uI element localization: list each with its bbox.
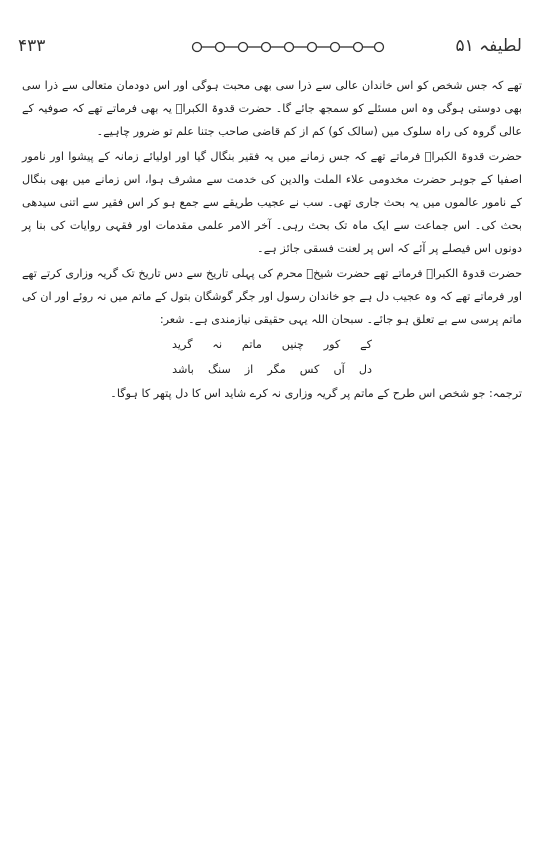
poem-word: نہ [212, 338, 223, 352]
poem-line-2 [172, 357, 372, 382]
poem-word: کے [360, 338, 372, 352]
poem-word: سنگ [207, 363, 231, 377]
poem-word: چنیں [281, 338, 304, 352]
paragraph-3: حضرت قدوۃ الکبراؒ فرماتے تھے حضرت شیخؒ محرم کی پہلی تاریخ سے دس تاریخ تک گریہ وزاری کرتے تھے اور فرماتے تھے کہ وہ عجیب دل ہے جو خاندان رسول اور جگر گوشگان بتول کے ماتم میں نہ روئے اور ان کی ماتم پرسی سے بے تعلق ہو جائے۔ سبحان اللہ یہی حقیقی نیازمندی ہے۔ شعر: [22, 266, 522, 327]
poem-word: آں [333, 363, 345, 377]
body-text [22, 74, 522, 406]
paragraph-2: حضرت قدوۃ الکبراؒ فرماتے تھے کہ جس زمانے میں یہ فقیر بنگال گیا اور اولیائے زمانہ کے پیشوا اور نامور اصفیا کے جوہر حضرت مخدومی علاء الملت والدین کی خدمت سے مشرف ہوا، اس زمانے میں بھی بنگال کے نامور عالموں میں یہ بحث جاری تھی۔ سب نے عجیب طریقے سے جمع ہو کر اس فقیر سے اتنی سیدھی بحث کی۔ اس جماعت سے ایک ماہ تک بحث رہی۔ آخر الامر علمی مقدمات اور فقہی روایات کی بنا پر دونوں اس فیصلے پر آئے کہ اس پر لعنت فسقی جائز ہے۔ [22, 149, 522, 256]
poem-word: دل [358, 363, 372, 377]
ornament-divider-icon [190, 40, 386, 54]
page-number: ۴۳۳ [18, 36, 46, 56]
poem-couplet [172, 332, 372, 382]
poem-word: از [244, 363, 254, 377]
poem-word: باشد [172, 363, 194, 377]
poem-word: مگر [267, 363, 286, 377]
poem-line-1 [172, 332, 372, 357]
poem-word: ماتم [241, 338, 262, 352]
paragraph-1: تھے کہ جس شخص کو اس خاندان عالی سے ذرا سی بھی محبت ہوگی اور اس دودمان متعالی سے ذرا سی بھی دوستی ہوگی وہ اس مسئلے کو سمجھ جائے گا۔ حضرت قدوۃ الکبراؒ یہ بھی فرماتے تھے کہ صوفیہ کے عالی گروہ کی راہ سلوک میں (سالک کو) کم از کم قاضی صاحب جتنا علم تو ضرور چاہیے۔ [22, 79, 522, 139]
poem-word: کس [299, 363, 320, 377]
page-header [18, 34, 522, 58]
poem-translation: ترجمہ: جو شخص اس طرح کے ماتم پر گریہ وزاری نہ کرے شاید اس کا دل پتھر کا ہوگا۔ [110, 387, 522, 401]
chapter-title: لطیفہ ۵۱ [455, 36, 522, 56]
poem-word: کور [323, 338, 341, 352]
poem-word: گرید [172, 338, 193, 352]
